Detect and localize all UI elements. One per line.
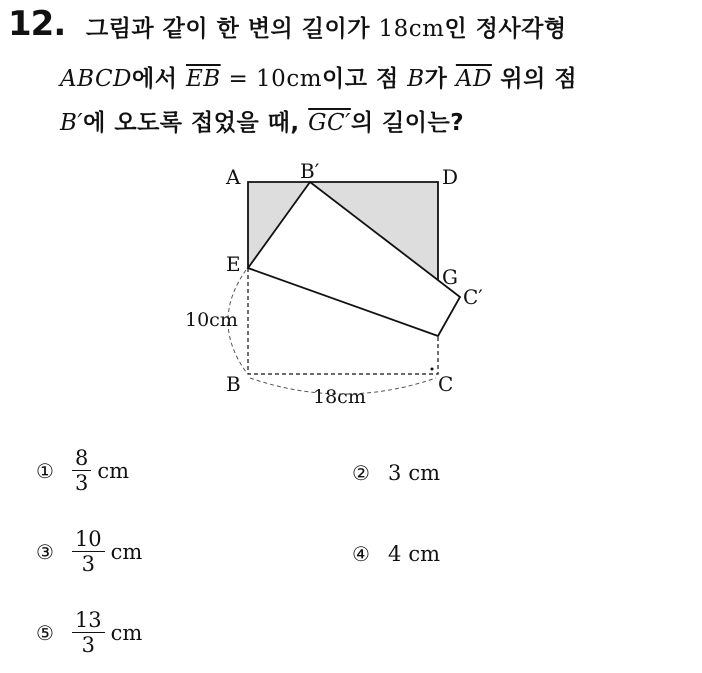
label-side-bc: 18cm	[313, 386, 366, 408]
math-var: ABCD	[60, 66, 132, 92]
math-segment: $\overline{EB}$	[185, 66, 221, 92]
label-c-prime: C′	[463, 285, 483, 309]
label-side-eb: 10cm	[185, 309, 238, 331]
label-b: B	[226, 372, 241, 396]
choice-number: ①	[36, 458, 54, 483]
fraction-numerator: 13	[72, 608, 105, 633]
choice-value: 4	[387, 541, 402, 566]
geometry-figure	[170, 150, 500, 410]
fraction	[72, 527, 105, 576]
label-e: E	[226, 252, 241, 276]
choice-number: ④	[352, 541, 370, 566]
question-text: 인 정사각형	[444, 16, 567, 42]
question-text: 에서	[131, 66, 178, 92]
fraction-numerator: 10	[72, 527, 105, 552]
question-text: 가	[424, 66, 448, 92]
choice-3[interactable]	[36, 527, 142, 576]
choice-number: ②	[352, 460, 370, 485]
question-number: 12.	[8, 4, 66, 44]
choice-4[interactable]	[352, 541, 440, 566]
question-text: 위의 점	[500, 66, 578, 92]
fraction-denominator: 3	[81, 552, 95, 577]
label-b-prime: B′	[300, 159, 320, 183]
choice-unit: cm	[408, 460, 440, 485]
math-segment: GC′	[308, 110, 351, 136]
choice-1[interactable]	[36, 446, 129, 495]
fraction-denominator: 3	[74, 471, 89, 496]
fraction	[72, 446, 91, 495]
question-text: 이고 점	[322, 66, 399, 92]
math-value: 18	[378, 16, 409, 42]
question-line-1	[86, 10, 567, 43]
choice-unit: cm	[408, 541, 440, 566]
choice-2[interactable]	[352, 460, 440, 485]
math-segment: $\overline{AD}$	[455, 66, 492, 92]
right-angle-dot	[431, 368, 434, 371]
question-line-2	[60, 60, 577, 93]
fraction-numerator: 8	[72, 446, 91, 471]
choice-value: 3	[387, 460, 402, 485]
label-a: A	[226, 165, 241, 189]
choice-unit: cm	[110, 620, 143, 645]
math-unit: cm	[408, 16, 445, 42]
math-unit: cm	[286, 66, 323, 92]
math-value: = 10	[220, 66, 287, 92]
question-line-3	[60, 104, 464, 137]
choice-5[interactable]	[36, 608, 142, 657]
choice-unit: cm	[110, 539, 143, 564]
question-text: 에 오도록 접었을 때,	[83, 110, 300, 136]
choice-number: ③	[36, 539, 54, 564]
fraction-denominator: 3	[81, 633, 95, 658]
fraction	[72, 608, 105, 657]
choice-unit: cm	[97, 458, 129, 483]
math-var: B	[407, 66, 425, 92]
label-d: D	[442, 165, 459, 189]
math-var: B′	[60, 110, 84, 136]
label-g: G	[442, 265, 458, 289]
question-text: 의 길이는?	[350, 110, 465, 136]
label-c: C	[438, 372, 454, 396]
choice-number: ⑤	[36, 620, 54, 645]
question-text: 그림과 같이 한 변의 길이가	[86, 16, 370, 42]
